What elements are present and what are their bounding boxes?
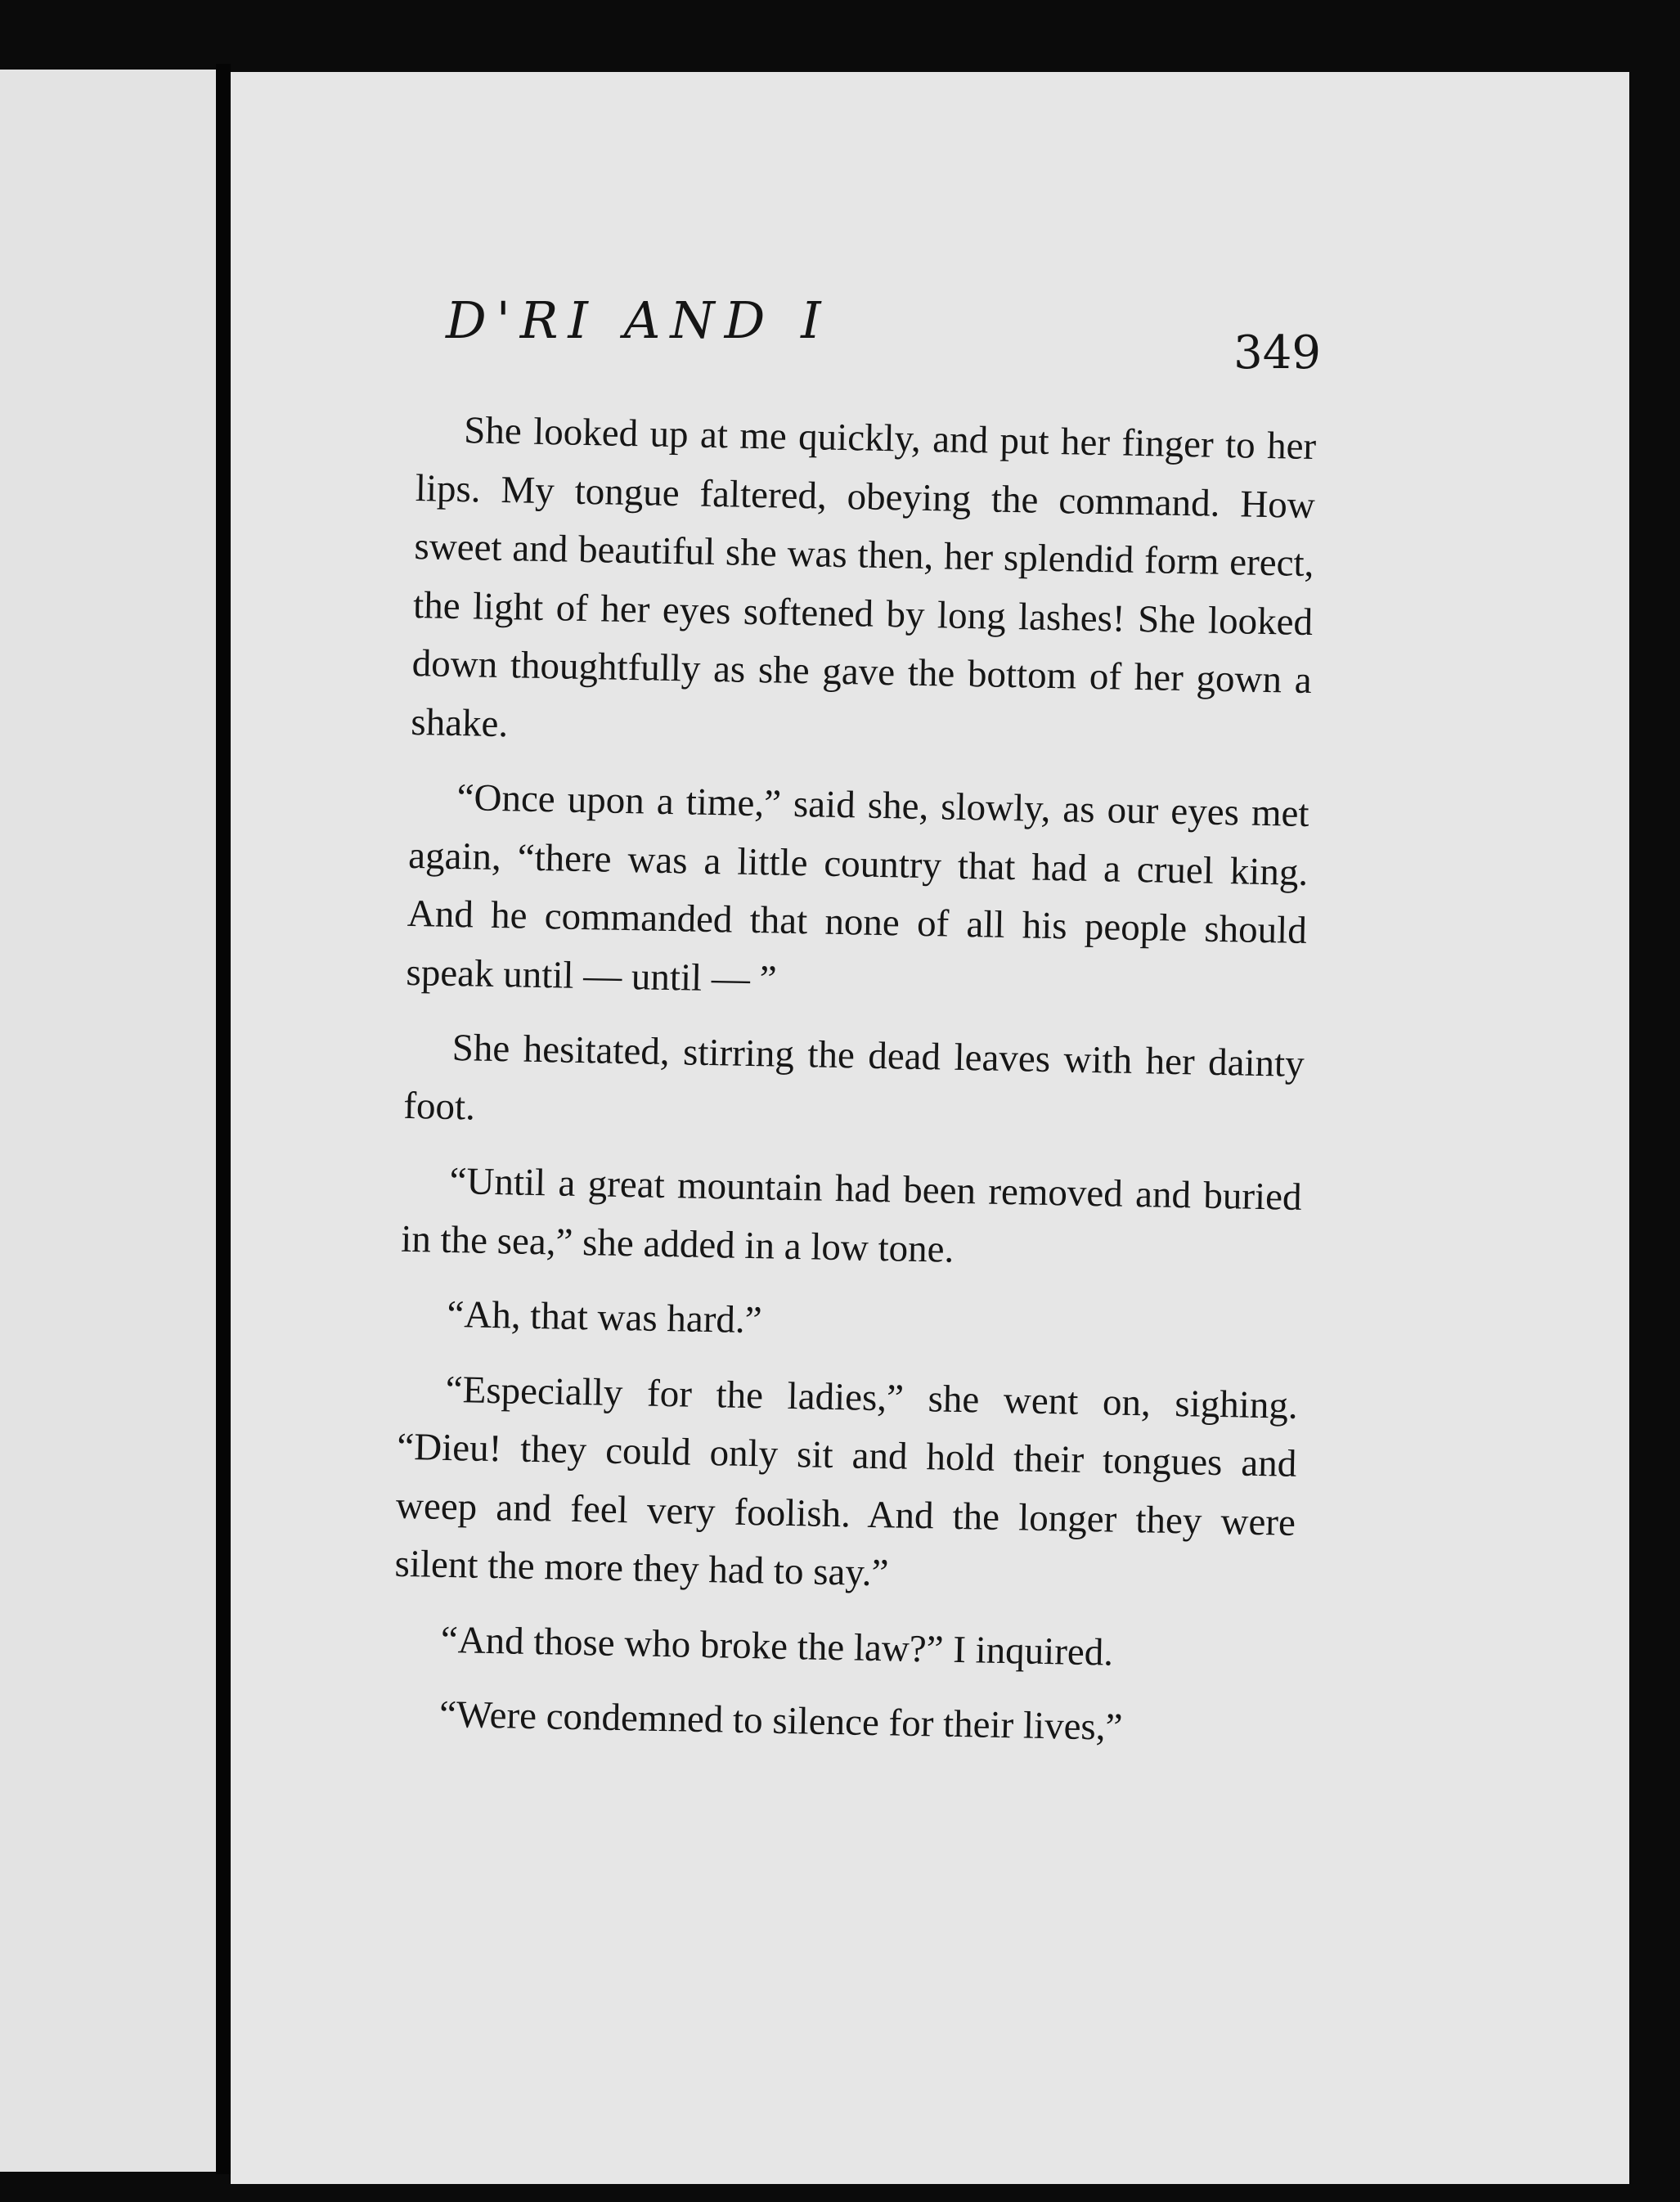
book-gutter	[216, 64, 231, 2174]
left-page-edge	[0, 70, 216, 2172]
page-number: 349	[1233, 326, 1321, 380]
paragraph: She looked up at me quickly, and put her finger to her lips. My tongue faltered, obeying the command. How sweet and beautiful she was then, her splendid form erect, the light of her eyes softened by long lashes! She looked down thoughtfully as she gave the bottom of her gown a shake.	[410, 409, 1317, 745]
paragraph: “Until a great mountain had been removed and buried in the sea,” she added in a low tone.	[400, 1159, 1303, 1271]
paragraph: She hesitated, stirring the dead leaves with her dainty foot.	[402, 1026, 1305, 1129]
paragraph: “Once upon a time,” said she, slowly, as our eyes met again, “there was a little country that had a cruel king. And he commanded that none of all his people should speak until — until — ”	[406, 776, 1310, 1001]
body-text	[391, 401, 1317, 1777]
paragraph: “Were condemned to silence for their lives,”	[438, 1692, 1123, 1749]
paragraph: “Especially for the ladies,” she went on, sighing. “Dieu! they could only sit and hold their tongues and weep and feel very foolish. And the longer they were silent the more they had to say.”	[394, 1368, 1299, 1595]
paragraph: “Ah, that was hard.”	[447, 1292, 762, 1342]
running-title: D'RI AND I	[446, 290, 831, 350]
page-header	[446, 290, 1321, 380]
paragraph: “And those who broke the law?” I inquired.	[440, 1618, 1114, 1674]
